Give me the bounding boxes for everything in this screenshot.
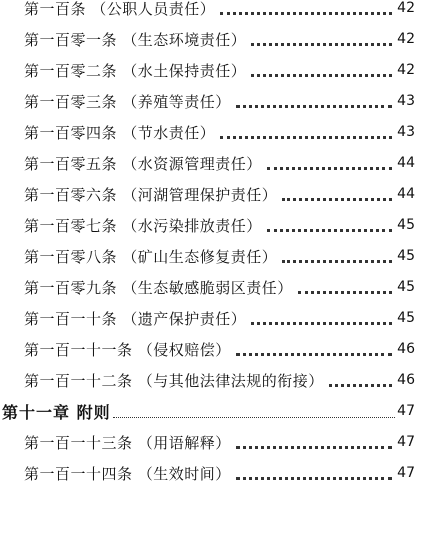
toc-page-number: 42 [397,0,415,16]
toc-entry-article-101[interactable] [0,25,423,53]
toc-entry-title: 第一百零九条 （生态敏感脆弱区责任） [24,278,293,297]
dot-leader [282,198,392,201]
toc-entry-article-112[interactable] [0,366,423,394]
toc-entry-title: 第一百零六条 （河湖管理保护责任） [24,185,278,204]
toc-page-number: 46 [397,341,415,357]
dot-leader [236,105,392,108]
toc-entry-title: 第一百一十一条 （侵权赔偿） [24,340,231,359]
toc-page-number: 44 [397,155,415,171]
toc-entry-article-114[interactable] [0,459,423,487]
dot-leader [251,322,392,325]
toc-page-number: 47 [397,403,415,419]
toc-page-number: 45 [397,217,415,233]
toc-page-number: 47 [397,434,415,450]
toc-entry-title: 第一百零一条 （生态环境责任） [24,30,247,49]
toc-page-number: 43 [397,93,415,109]
toc-page-number: 42 [397,31,415,47]
toc-chapter-title: 第十一章 附则 [2,402,111,422]
toc-entry-article-105[interactable] [0,149,423,177]
toc-entry-title: 第一百零八条 （矿山生态修复责任） [24,247,278,266]
toc-entry-article-106[interactable] [0,180,423,208]
toc-entry-article-110[interactable] [0,304,423,332]
dot-leader [329,384,392,387]
toc-entry-article-100[interactable] [0,0,423,22]
dot-leader [220,136,392,139]
dot-leader [113,417,395,418]
toc-page-number: 46 [397,372,415,388]
dot-leader [220,12,392,15]
toc-page-number: 47 [397,465,415,481]
dot-leader [251,43,392,46]
dot-leader [267,167,392,170]
toc-entry-article-107[interactable] [0,211,423,239]
toc-entry-title: 第一百零三条 （养殖等责任） [24,92,231,111]
toc-entry-title: 第一百零四条 （节水责任） [24,123,216,142]
dot-leader [298,291,392,294]
toc-entry-title: 第一百零五条 （水资源管理责任） [24,154,262,173]
toc-entry-article-108[interactable] [0,242,423,270]
toc-entry-title: 第一百零七条 （水污染排放责任） [24,216,262,235]
toc-page-number: 45 [397,310,415,326]
dot-leader [236,353,392,356]
toc-page-number: 44 [397,186,415,202]
dot-leader [267,229,392,232]
toc-entry-title: 第一百一十三条 （用语解释） [24,433,231,452]
toc-entry-chapter-11[interactable] [0,397,423,425]
toc-page-number: 45 [397,279,415,295]
toc-entry-article-102[interactable] [0,56,423,84]
toc-entry-title: 第一百一十条 （遗产保护责任） [24,309,247,328]
dot-leader [236,446,392,449]
toc-entry-article-103[interactable] [0,87,423,115]
dot-leader [251,74,392,77]
toc-page-number: 42 [397,62,415,78]
toc-entry-article-104[interactable] [0,118,423,146]
toc-entry-article-109[interactable] [0,273,423,301]
toc-page-number: 43 [397,124,415,140]
toc-entry-article-113[interactable] [0,428,423,456]
toc-page-number: 45 [397,248,415,264]
toc-entry-title: 第一百一十四条 （生效时间） [24,464,231,483]
toc-entry-title: 第一百一十二条 （与其他法律法规的衔接） [24,371,324,390]
dot-leader [282,260,392,263]
toc-entry-title: 第一百零二条 （水土保持责任） [24,61,247,80]
toc-entry-article-111[interactable] [0,335,423,363]
toc-entry-title: 第一百条 （公职人员责任） [24,0,216,18]
dot-leader [236,477,392,480]
